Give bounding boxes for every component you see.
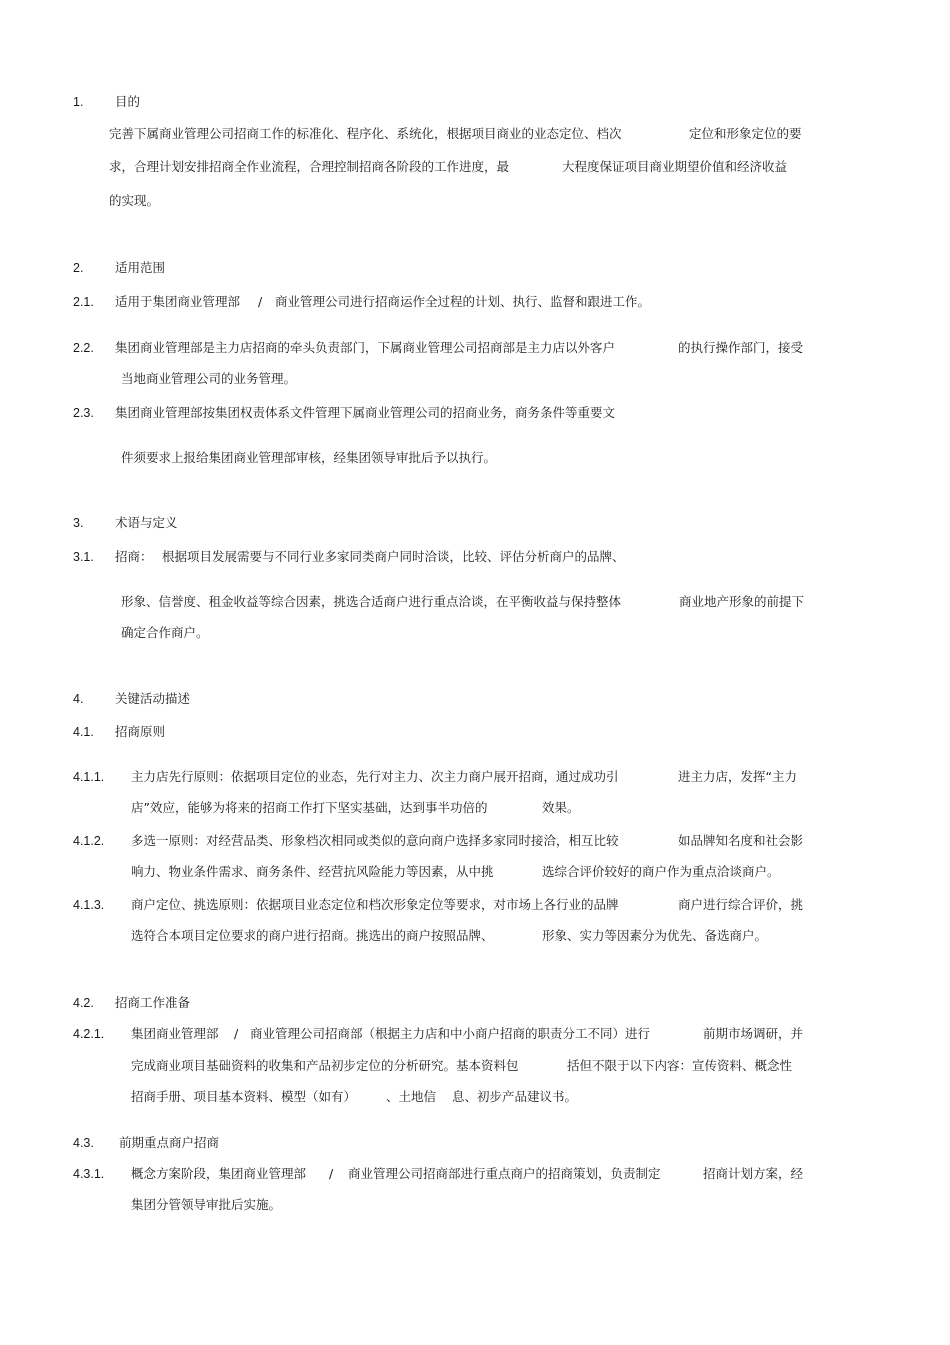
section-2-number: 2.	[73, 261, 84, 275]
subsection-4-2-number: 4.2.	[73, 996, 94, 1010]
item-2-2-line-2: 当地商业管理公司的业务管理。	[121, 371, 297, 386]
document-page: 1. 目的 完善下属商业管理公司招商工作的标准化、程序化、系统化，根据项目商业的业态定位、档次 定位和形象定位的要 求，合理计划安排招商全作业流程，合理控制招商各阶段的工作进度，最 大程度保证项目商业期望价值和经济收益 的实现。 2. 适用范围 2.1. 适用于集团商业管理部 / 商业管理公司进行招商运作全过程的计划、执行、监督和跟进工作。 2.2. 集团商业管理部是主力店招商的牵头负责部门，下属商业管理公司招商部是主力店以外客户 的执行操作部门，接受 当地商业管理公司的业务管理。 2.3. 集团商业管理部按集团权责体系文件管理下属商业管理公司的招商业务，商务条件等重要文 件须要求上报给集团商业管理部审核，经集团领导审批后予以执行。 3. 术语与定义 3.1. 招商： 根据项目发展需要与不同行业多家同类商户同时洽谈，比较、评估分析商户的品牌、 形象、信誉度、租金收益等综合因素，挑选合适商户进行重点洽谈，在平衡收益与保持整体 商业地产形象的前提下 确定合作商户。 4. 关键活动描述 4.1. 招商原则 4.1.1. 主力店先行原则：依据项目定位的业态，先行对主力、次主力商户展开招商，通过成功引 进主力店，发挥“主力 店”效应，能够为将来的招商工作打下坚实基础，达到事半功倍的 效果。 4.1.2. 多选一原则：对经营品类、形象档次相同或类似的意向商户选择多家同时接洽，相互比较 如品牌知名度和社会影 响力、物业条件需求、商务条件、经营抗风险能力等因素，从中挑 选综合评价较好的商户作为重点洽谈商户。 4.1.3. 商户定位、挑选原则：依据项目业态定位和档次形象定位等要求，对市场上各行业的品牌 商户进行综合评价，挑 选符合本项目定位要求的商户进行招商。挑选出的商户按照品牌、 形象、实力等因素分为优先、备选商户。 4.2. 招商工作准备 4.2.1. 集团商业管理部 / 商业管理公司招商部（根据主力店和中小商户招商的职责分工不同）进行 前期市场调研，并 完成商业项目基础资料的收集和产品初步定位的分析研究。基本资料包 括但不限于以下内容：宣传资料、概念性 招商手册、项目基本资料、模型（如有） 、土地信 息、初步产品建议书。 4.3. 前期重点商户招商 4.3.1. 概念方案阶段，集团商业管理部 / 商业管理公司招商部进行重点商户的招商策划，负责制定 招商计划方案，经 集团分管领导审批后实施。	[73, 94, 805, 1212]
subsection-4-3-title: 前期重点商户招商	[119, 1135, 220, 1150]
section-1-number: 1.	[73, 95, 84, 109]
section-3-title: 术语与定义	[115, 515, 178, 530]
item-2-3-number: 2.3.	[73, 406, 94, 420]
item-4-1-1-number: 4.1.1.	[73, 770, 105, 784]
item-4-3-1-number: 4.3.1.	[73, 1167, 105, 1181]
item-4-3-1-line-2: 集团分管领导审批后实施。	[131, 1197, 282, 1212]
subsection-4-1-number: 4.1.	[73, 725, 94, 739]
item-4-2-1-number: 4.2.1.	[73, 1027, 105, 1041]
item-3-1-line-3: 确定合作商户。	[121, 625, 209, 640]
item-2-2-number: 2.2.	[73, 341, 94, 355]
item-2-1-number: 2.1.	[73, 295, 94, 309]
item-4-1-2-number: 4.1.2.	[73, 834, 105, 848]
subsection-4-3-number: 4.3.	[73, 1136, 94, 1150]
section-1-title: 目的	[115, 94, 141, 109]
item-2-3-line-2: 件须要求上报给集团商业管理部审核，经集团领导审批后予以执行。	[121, 450, 497, 465]
section-4-number: 4.	[73, 692, 84, 706]
section-4-title: 关键活动描述	[115, 691, 191, 706]
item-2-3-line-1: 集团商业管理部按集团权责体系文件管理下属商业管理公司的招商业务，商务条件等重要文	[115, 405, 616, 420]
section-3-number: 3.	[73, 516, 84, 530]
subsection-4-2-title: 招商工作准备	[115, 995, 191, 1010]
subsection-4-1-title: 招商原则	[115, 724, 166, 739]
item-4-1-3-number: 4.1.3.	[73, 898, 105, 912]
section-2-title: 适用范围	[115, 260, 166, 275]
section-1-para-line-3: 的实现。	[109, 193, 160, 208]
item-3-1-number: 3.1.	[73, 550, 94, 564]
